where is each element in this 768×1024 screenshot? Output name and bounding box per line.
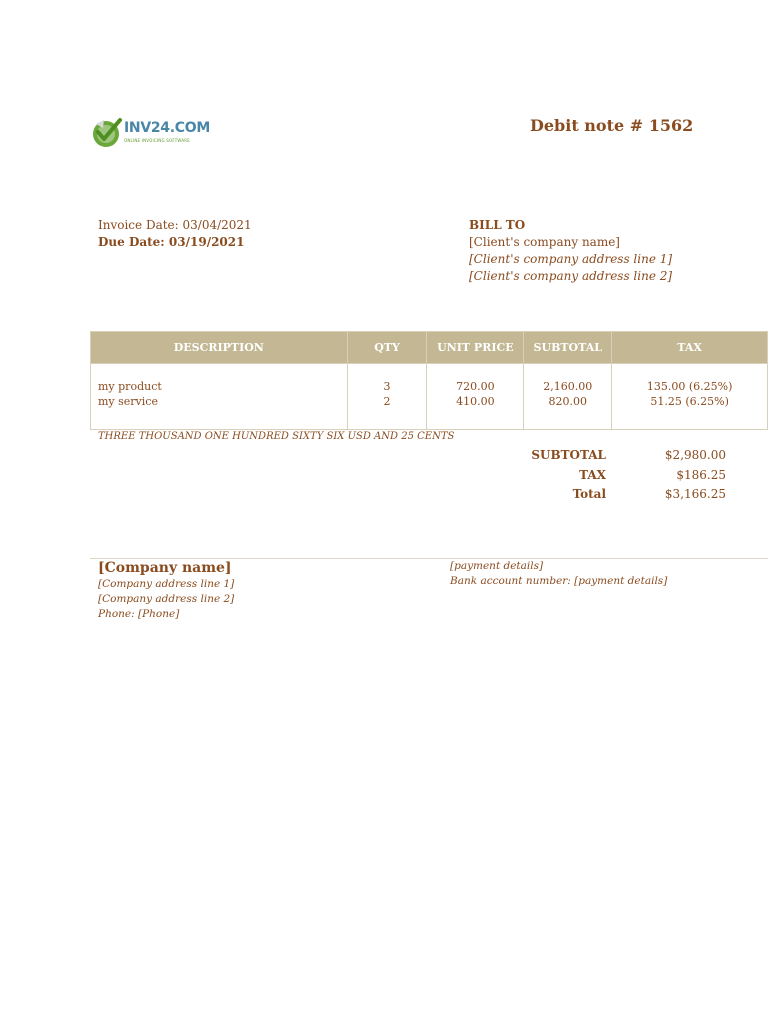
company-address-line-1: [Company address line 1] (98, 578, 235, 590)
total-label: Total (572, 487, 606, 501)
document-title: Debit note # 1562 (530, 116, 694, 135)
company-name: [Company name] (98, 560, 232, 576)
totals-labels (500, 446, 606, 505)
row-2-subtotal: 820.00 (548, 395, 588, 408)
tax-value: $186.25 (676, 467, 726, 482)
client-address-line-2: [Client's company address line 2] (469, 269, 673, 283)
row-1-qty: 3 (383, 380, 391, 393)
invoice-dates (98, 217, 252, 251)
header-tax: TAX (612, 332, 768, 364)
logo-tagline: ONLINE INVOICING SOFTWARE (124, 138, 190, 143)
table-row (91, 364, 768, 430)
row-2-qty: 2 (383, 395, 391, 408)
header-qty: QTY (347, 332, 427, 364)
tax-label: TAX (579, 467, 606, 482)
row-1-unit-price: 720.00 (456, 380, 495, 393)
row-1-subtotal: 2,160.00 (543, 380, 593, 393)
bill-to-heading: BILL TO (469, 218, 526, 232)
invoice-date: Invoice Date: 03/04/2021 (98, 218, 252, 232)
subtotal-label: SUBTOTAL (531, 448, 606, 462)
cell-subtotal (524, 364, 612, 430)
header-unit-price: UNIT PRICE (427, 332, 524, 364)
company-phone: Phone: [Phone] (98, 608, 180, 620)
totals-values (620, 446, 726, 505)
total-value: $3,166.25 (664, 487, 726, 501)
payment-details: [payment details] (450, 560, 544, 572)
company-address-line-2: [Company address line 2] (98, 593, 235, 605)
payment-info (450, 559, 667, 589)
bank-account-number: Bank account number: [payment details] (450, 575, 668, 587)
line-items-table (90, 331, 768, 430)
table-header-row (91, 332, 768, 364)
cell-tax (612, 364, 768, 430)
cell-descriptions (91, 364, 348, 430)
due-date: Due Date: 03/19/2021 (98, 235, 245, 249)
row-2-description: my service (98, 395, 158, 408)
company-info (98, 559, 234, 622)
row-1-description: my product (98, 380, 162, 393)
amount-in-words: THREE THOUSAND ONE HUNDRED SIXTY SIX USD AND 25 CENTS (98, 431, 455, 442)
row-2-unit-price: 410.00 (456, 395, 495, 408)
row-1-tax: 135.00 (6.25%) (646, 380, 733, 393)
row-2-tax: 51.25 (6.25%) (650, 395, 729, 408)
cell-qty (347, 364, 427, 430)
subtotal-value: $2,980.00 (664, 448, 726, 462)
header-description: DESCRIPTION (91, 332, 348, 364)
bill-to-block (469, 217, 672, 285)
client-address-line-1: [Client's company address line 1] (469, 252, 673, 266)
logo-checkmark-icon (90, 114, 124, 150)
logo-brand-text: INV24.COM (124, 120, 210, 136)
header-subtotal: SUBTOTAL (524, 332, 612, 364)
company-logo (90, 114, 210, 150)
cell-unit-price (427, 364, 524, 430)
client-company-name: [Client's company name] (469, 235, 620, 249)
